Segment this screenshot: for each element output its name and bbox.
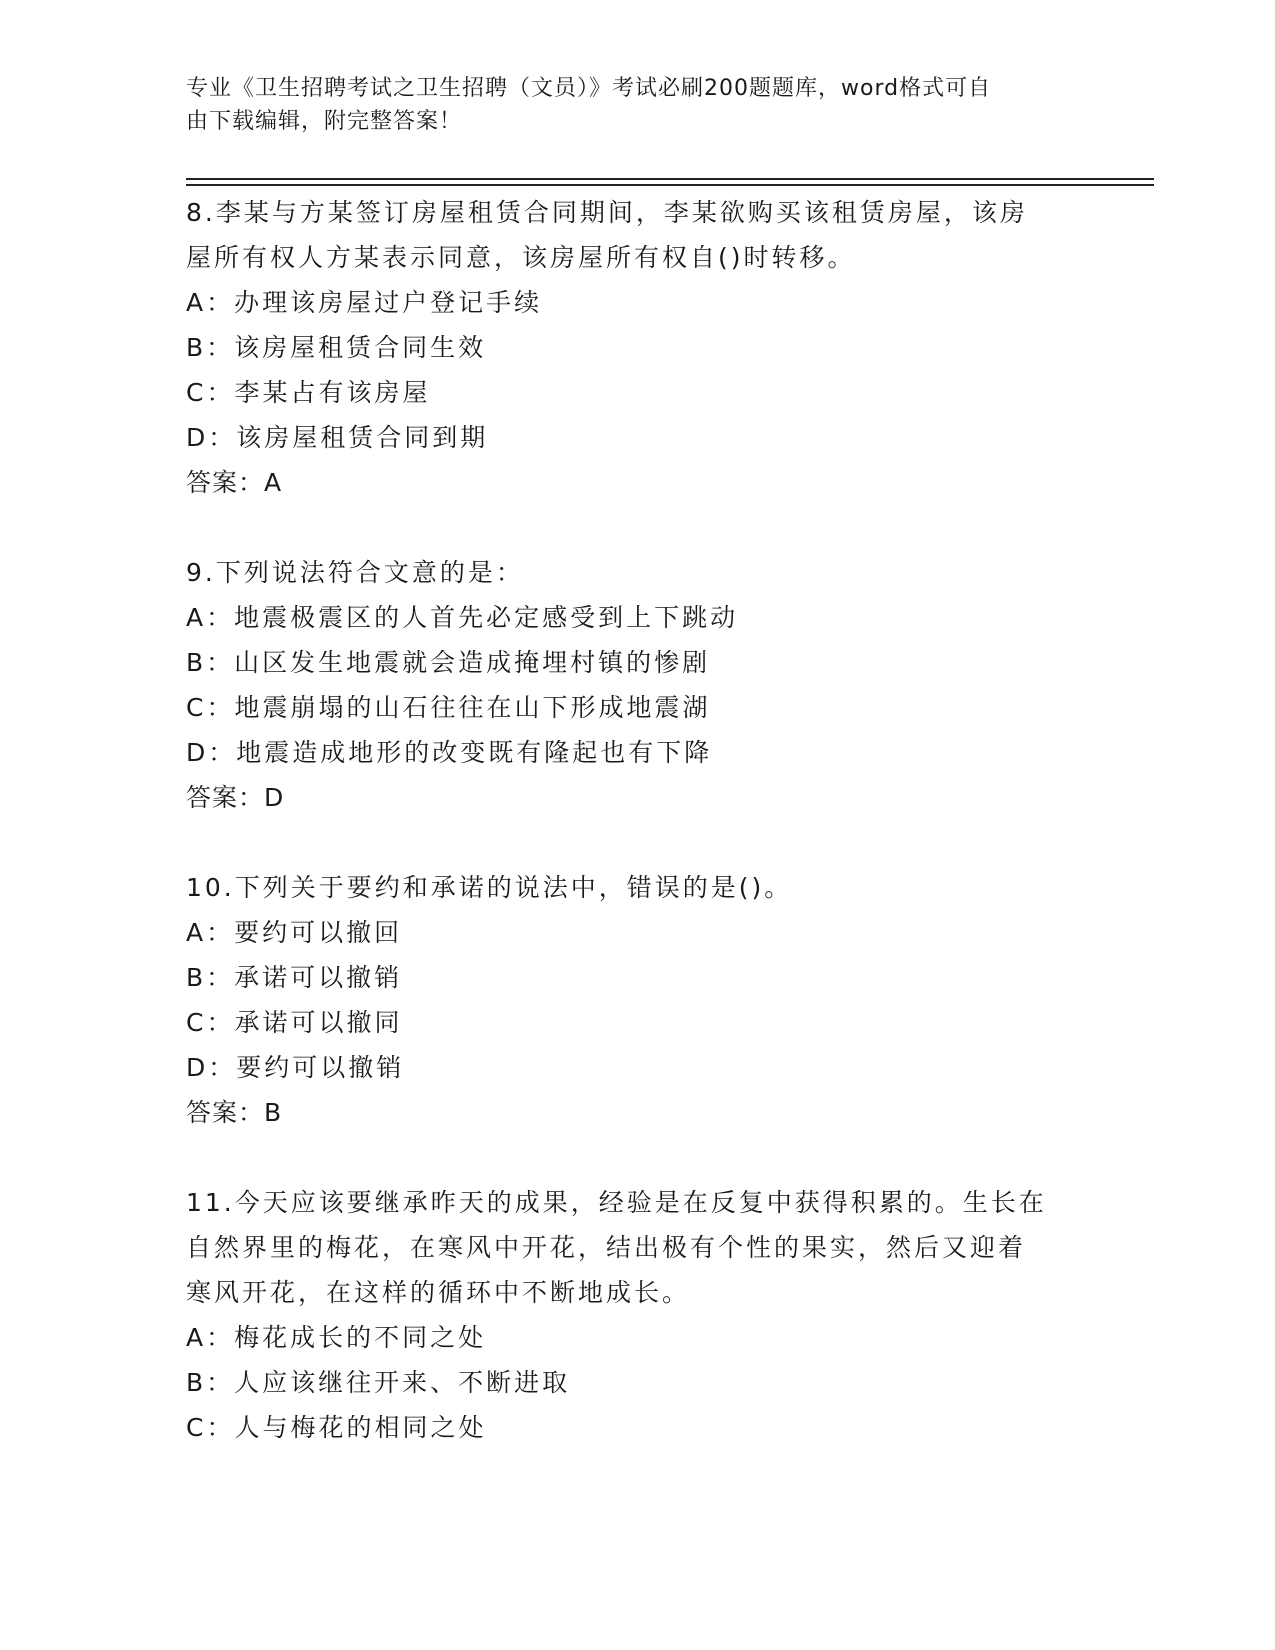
question-text-line: 10.下列关于要约和承诺的说法中，错误的是()。 — [186, 873, 793, 902]
option-b: B：山区发生地震就会造成掩埋村镇的惨剧 — [186, 648, 711, 677]
document-header — [186, 72, 1066, 138]
answer: 答案：B — [186, 1098, 283, 1127]
option-b: B：承诺可以撤销 — [186, 963, 403, 992]
option-b: B：该房屋租赁合同生效 — [186, 333, 487, 362]
question-8 — [186, 190, 1086, 505]
option-b: B：人应该继往开来、不断进取 — [186, 1368, 571, 1397]
option-c: C：地震崩塌的山石往往在山下形成地震湖 — [186, 693, 711, 722]
answer: 答案：A — [186, 468, 283, 497]
header-rule-top — [186, 178, 1154, 180]
header-rule-bottom — [186, 184, 1154, 186]
header-line-2: 由下载编辑，附完整答案！ — [186, 109, 463, 134]
option-a: A：办理该房屋过户登记手续 — [186, 288, 543, 317]
question-text-line: 8.李某与方某签订房屋租赁合同期间，李某欲购买该租赁房屋，该房 — [186, 198, 1028, 227]
question-text-line: 寒风开花，在这样的循环中不断地成长。 — [186, 1278, 691, 1307]
header-line-1: 专业《卫生招聘考试之卫生招聘（文员）》考试必刷200题题库，word格式可自 — [186, 76, 992, 101]
option-d: D：要约可以撤销 — [186, 1053, 405, 1082]
option-a: A：要约可以撤回 — [186, 918, 403, 947]
question-text-line: 9.下列说法符合文意的是： — [186, 558, 524, 587]
option-c: C：承诺可以撤同 — [186, 1008, 403, 1037]
option-c: C：李某占有该房屋 — [186, 378, 431, 407]
answer: 答案：D — [186, 783, 285, 812]
option-a: A：梅花成长的不同之处 — [186, 1323, 487, 1352]
option-d: D：地震造成地形的改变既有隆起也有下降 — [186, 738, 713, 767]
question-text-line: 自然界里的梅花，在寒风中开花，结出极有个性的果实，然后又迎着 — [186, 1233, 1027, 1262]
question-text-line: 屋所有权人方某表示同意，该房屋所有权自()时转移。 — [186, 243, 856, 272]
question-10 — [186, 865, 1086, 1135]
question-list — [186, 190, 1086, 1450]
option-d: D：该房屋租赁合同到期 — [186, 423, 489, 452]
question-11 — [186, 1180, 1086, 1450]
option-a: A：地震极震区的人首先必定感受到上下跳动 — [186, 603, 739, 632]
option-c: C：人与梅花的相同之处 — [186, 1413, 487, 1442]
question-text-line: 11.今天应该要继承昨天的成果，经验是在反复中获得积累的。生长在 — [186, 1188, 1047, 1217]
question-9 — [186, 550, 1086, 820]
